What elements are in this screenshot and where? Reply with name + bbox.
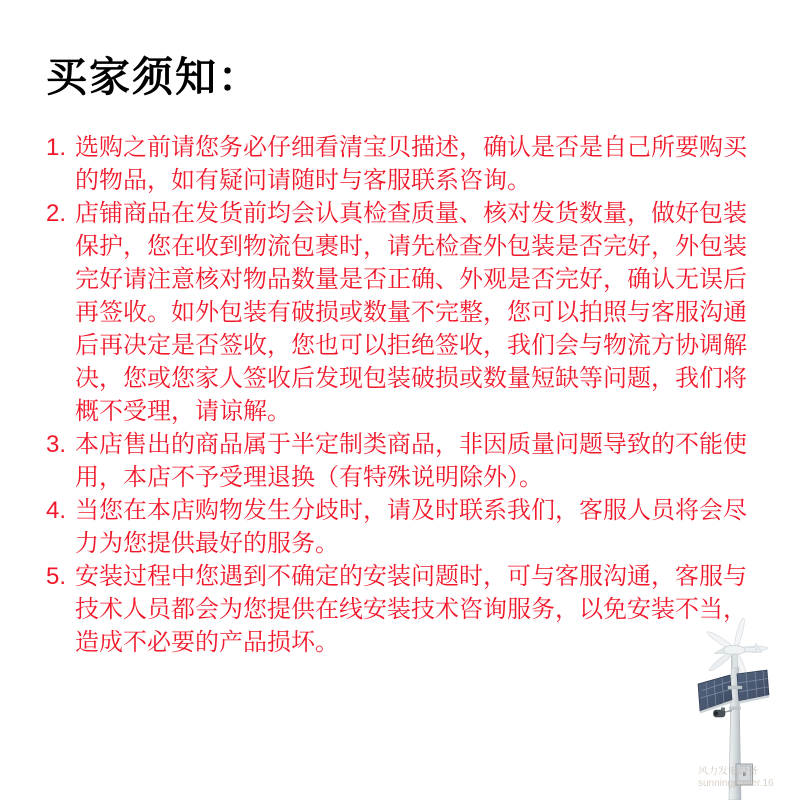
item-number: 2. (46, 200, 67, 227)
watermark-line2: sunningpower.16 (698, 778, 774, 789)
item-text: 安装过程中您遇到不确定的安装问题时，可与客服沟通，客服与技术人员都会为您提供在线安装技术咨询服务，以免安装不当，造成不必要的产品损坏。 (75, 563, 747, 656)
page-title: 买家须知： (46, 54, 261, 100)
item-number: 3. (46, 431, 67, 458)
seller-watermark (698, 766, 800, 790)
notice-item-3 (46, 428, 754, 494)
watermark-line1: 风力发电设备 (698, 766, 758, 777)
notice-item-2 (46, 197, 754, 428)
item-text: 当您在本店购物发生分歧时，请及时联系我们，客服人员将会尽力为您提供最好的服务。 (75, 497, 747, 557)
item-number: 4. (46, 497, 67, 524)
notice-item-4 (46, 494, 754, 560)
item-text: 本店售出的商品属于半定制类商品，非因质量问题导致的不能使用，本店不予受理退换（有特殊说明除外）。 (75, 431, 747, 491)
notice-list (46, 131, 754, 659)
notice-item-1 (46, 131, 754, 197)
item-number: 1. (46, 134, 67, 161)
item-number: 5. (46, 563, 67, 590)
item-text: 店铺商品在发货前均会认真检查质量、核对发货数量，做好包装保护，您在收到物流包裹时，请先检查外包装是否完好，外包装完好请注意核对物品数量是否正确、外观是否完好，确认无误后再签收。如外包装有破损或数量不完整，您可以拍照与客服沟通后再决定是否签收，您也可以拒绝签收，我们会与物流方协调解决，您或您家人签收后发现包装破损或数量短缺等问题，我们将概不受理，请谅解。 (75, 200, 747, 425)
item-text: 选购之前请您务必仔细看清宝贝描述，确认是否是自己所要购买的物品，如有疑问请随时与客服联系咨询。 (75, 134, 747, 194)
camera-icon (714, 708, 733, 718)
